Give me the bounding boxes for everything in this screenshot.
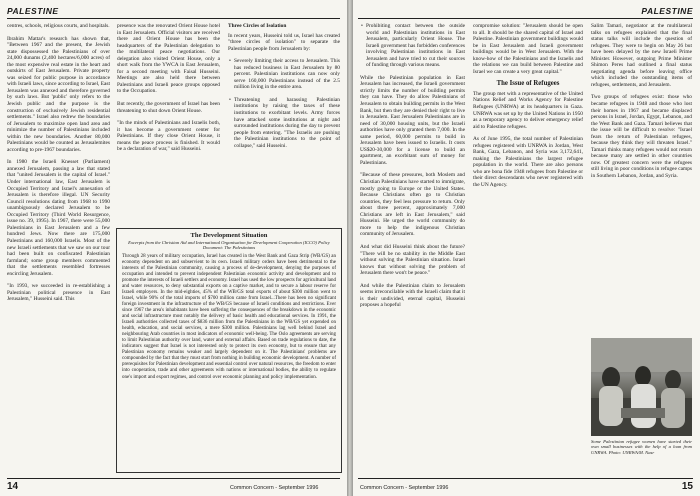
footer-text: Common Concern - September 1996 [360, 485, 449, 491]
paragraph: The group met with a representative of the United Nations Relief and Works Agency for Palestine Refugees (UNRWA) at its headquarters in Gaza. UNRWA was set up by the United Nations in 1950 as a temporary agency to deliver emergency relief aid to Palestine refugees. [473, 90, 583, 130]
box-title: The Development Situation [190, 232, 268, 239]
bullet-item: • Severely limiting their access to Jerusalem. This has reduced business in East Jerusalem by 80 percent. Palestinian institutions can now only serve 160,000 Palestinians instead of the 2.5 million living in the entire area. [228, 58, 340, 91]
text-column-3 [228, 23, 340, 226]
left-page [0, 0, 347, 496]
paragraph: Two groups of refugees exist: those who became refugees in 1948 and those who lost their homes in 1967 and became displaced persons in Israel, Jordan, Egypt, Lebanon, and the West Bank and Gaza. Tamari believes that the issue will be difficult to resolve: "Israel fears the return of Palestinian refugees, because they think they will threaten Israel." Tamari thinks many refugees would not return because many are settled in other countries now. Of greatest concern were the refugees still living in poor conditions in refugee camps in Southern Lebanon, Jordan, and Syria. [591, 94, 692, 180]
paragraph: Salim Tamari, negotiator at the multilateral talks on refugees explained that the final status talks will include the question of refugees. They were to begin on May 26 but have been delayed by the new Israeli Prime Minister. However, outgoing Prime Minister Shimon Peres had outlined a final status negotiating agenda before leaving office which included the outstanding items of refugees, settlements, and Jerusalem. [591, 23, 692, 88]
bullet-item: • Threatening and harassing Palestinian institutions by raising the taxes of these institutions to exorbitant levels. Army forces have attacked some institutions at night and surrounded institutions during the day to prevent people from entering. "The Israelis are pushing the Palestinian institutions to the point of collapse," said Husseini. [228, 97, 340, 149]
paragraph: And while the Palestinian claim to Jerusalem seems irreconcilable with the Israeli claim that it is their undivided, eternal capital, Husseini proposes a hopeful [360, 282, 465, 309]
paragraph: "In the minds of Palestinians and Israelis both, it has become a government center for Palestinians. If they close Orient House, it means the peace process is finished. It would be a declaration of war," said Husseini. [117, 120, 220, 153]
photo-caption: Some Palestinian refugee women have started their own small businesses with the help of a loan from UNRWA. Photo: UNRWA/M. Nasr [591, 439, 692, 455]
bullet-item: • Prohibiting contact between the outside world and Palestinian institutions in East Jerusalem, particularly Orient House. The Israeli government has forbidden conferences involving Palestinian institutions in East Jerusalem and have tried to cut their sources of funding through various means. [360, 23, 465, 69]
footer-rule [358, 478, 693, 479]
paragraph: centres, schools, religious courts, and hospitals. [7, 23, 110, 29]
running-header: PALESTINE [7, 6, 59, 16]
refugee-women-photo [591, 338, 692, 436]
box-subtitle: Excerpts from the Christian Aid and International Organisation for Development Cooperation (ICCO) Policy Document: The Palestinians [128, 240, 330, 251]
paragraph: In 1980 the Israeli Knesset (Parliament) annexed Jerusalem, passing a law that stated that "united Jerusalem is the capital of Israel." Under international law, East Jerusalem is Occupied Territory and Israel's annexation of Jerusalem is therefore illegal. UN Security Council resolutions dating from 1968 to 1990 unambiguously declared Jerusalem to be Occupied Territory (Third World Resurgence, issue no. 39, 1995). In 1967, there were 55,000 Palestinians in East Jerusalem and a few hundred Jews. Now there are 175,000 Palestinians and 160,000 Israelis. Most of the new Israeli settlements that we saw on our tour had been built on confiscated Palestinian farmland; some group members commented that the settlements resembled fortresses encircling Jerusalem. [7, 159, 110, 277]
paragraph: As of June 1995, the total number of Palestinian refugees registered with UNRWA in Jordan, West Bank, Gaza, Lebanon, and Syria was 3,172,641, making the Palestinians the largest refugee population in the world. There are also persons who are bona fide 1948 refugees from Palestine or their direct descendants who never registered with the UN Agency. [473, 136, 583, 189]
page-number: 14 [7, 481, 19, 492]
text-column-1 [360, 23, 465, 475]
text-column-2 [117, 23, 220, 226]
paragraph: In recent years, Husseini told us, Israel has created "three circles of isolation" to separate the Palestinian people from Jerusalem by: [228, 32, 340, 52]
paragraph: compromise solution: "Jerusalem should be open to all. It should be the shared capital of Israel and Palestine. Palestinian government buildings would be in East Jerusalem and Israeli government buildings would be in West Jerusalem. With the know-how of the Palestinians and the Israelis and the relations we can build between Palestine and Israel we can create a very great capital." [473, 23, 583, 75]
running-header: PALESTINE [641, 6, 693, 16]
paragraph: While the Palestinian population in East Jerusalem has increased, the Israeli government strictly limits the number of building permits they can have. They do allow Palestinians of Jerusalem to obtain building permits in the West Bank, but then they are denied their right to live in Jerusalem. East Jerusalem Palestinians are in need of 30,000 housing units, but the Israeli authorities have only granted them 7,000. In the same period, 60,000 permits to build in Jerusalem have been issued to Israelis. It costs US$20-30,000 for a license to build an apartment, an exorbitant sum of money for Palestinians. [360, 74, 465, 166]
right-page [353, 0, 700, 496]
paragraph: Ibrahim Mattar's research has shown that, "Between 1967 and the present, the Jewish state dispossessed the Palestinians of over 24,000 dunams (2,400 hectares/6,000 acres) of the most expensive real estate in the heart and outskirts of East Jerusalem. Private property was seized for public purpose in accordance with Israeli laws, since according to Israel, East Jerusalem was annexed and therefore governed by such laws. But 'public' only refers to the Jewish public and the purpose is the construction of exclusively Jewish residential settlements." Israel also redrew the boundaries of Jerusalem to maximize open land area and minimize the number of Palestinians included within the new boundaries. Another 80,000 Palestinians would be counted as Jerusalemites according to pre-1967 boundaries. [7, 35, 110, 153]
text-column-1 [7, 23, 110, 473]
text-column-2 [473, 23, 583, 475]
footer-rule [7, 478, 340, 479]
header-rule [7, 18, 340, 19]
paragraph: And what did Husseini think about the future? "There will be no stability in the Middle East without solving the Palestinian situation. Israel knows that without solving the problem of Jerusalem there won't be peace." [360, 243, 465, 277]
page-number: 15 [681, 481, 693, 492]
paragraph: "Because of these pressures, both Moslem and Christian Palestinians have started to immigrate, mostly going to Europe or the United States. Because Christians often go to Christian countries, they feel less pressure to return. Only about three percent, approximately 7,000 Christians are left in East Jerusalem," said Husseini. He urged the world community do more to help the indigenous Christian community of Jerusalem. [360, 172, 465, 238]
text-column-3 [591, 23, 692, 335]
footer-text: Common Concern - September 1996 [230, 485, 319, 491]
sidebar-box [116, 228, 342, 473]
section-title: Three Circles of Isolation [228, 23, 287, 29]
header-rule [358, 18, 693, 19]
paragraph: But recently, the government of Israel has been threatening to shut down Orient House. [117, 101, 220, 114]
paragraph: "In 1993, we succeeded in re-establishing a Palestinian political presence in East Jerusalem," Husseini said. This [7, 283, 110, 303]
section-heading: The Issue of Refugees [496, 80, 560, 88]
photo-illustration [591, 338, 692, 436]
paragraph: presence was the renovated Orient House hotel in East Jerusalem. Official visitors are received there and Orient House has been the headquarters of the Palestinian delegation to the multilateral peace negotiations. Our delegation also visited Orient House, only a short walk from the YWCA in East Jerusalem, for a second meeting with Faisal Husseini. Meetings are also held there between Palestinians and Israeli peace groups opposed to the Occupation. [117, 23, 220, 95]
box-text: Through 28 years of military occupation, Israel has created in the West Bank and Gaza Strip (WB/GS) an economy dependent on and subservient to its own. Israeli military orders have been detrimental to the interests of the Palestinian community, causing a process of de-development, denying the purposes of occupation and intended to prevent independent Palestinian economic activity and development and to promote the interests of Israeli settlers and economy. Israel has used the low prospects for agricultural land and water resources, to deny substantial exports on a captive market, and to secure a labour reserve for Israeli employers. In the mid-eighties, 45% of the WB/GS total exports of about $300 million went to Israel, while 90% of the total imports of $700 million came from Israel...There has been no significant foreign investment in the infrastructure of the WB/GS because of Israeli conditions and restrictions. Ever since 1967 the area's inhabitants have been suffering the consequences of the breakdown in the economic and social infrastructure most notably the delivery of basic health and educational services. In 1991, the Israeli authorities collected taxes of $836 million from the Palestinians in the WB/GS yet expended on health, education, and social services, a mere $300 million. Palestinians lag well behind Israel and neighbouring Arab countries in most indicators of economic well-being. The Oslo agreements are serving to limit Palestinian authority over land, water and external affairs. Based on trade regulations to date, the indicators suggest that Israel is not interested only to protect its own economy, but to ensure that any Palestinian economy remains weaker and largely dependent on it. The Palestinians' problems are compounded by the fact that they must start from nothing in building economic development. A number of prerequisites for Palestinian development and essential control over natural resources, the freedom to enter into cooperation, trade and other agreements with nations or international bodies, the ability to regulate one's import and export regimes, and control over economic planning and policy implementation. [122, 253, 336, 380]
